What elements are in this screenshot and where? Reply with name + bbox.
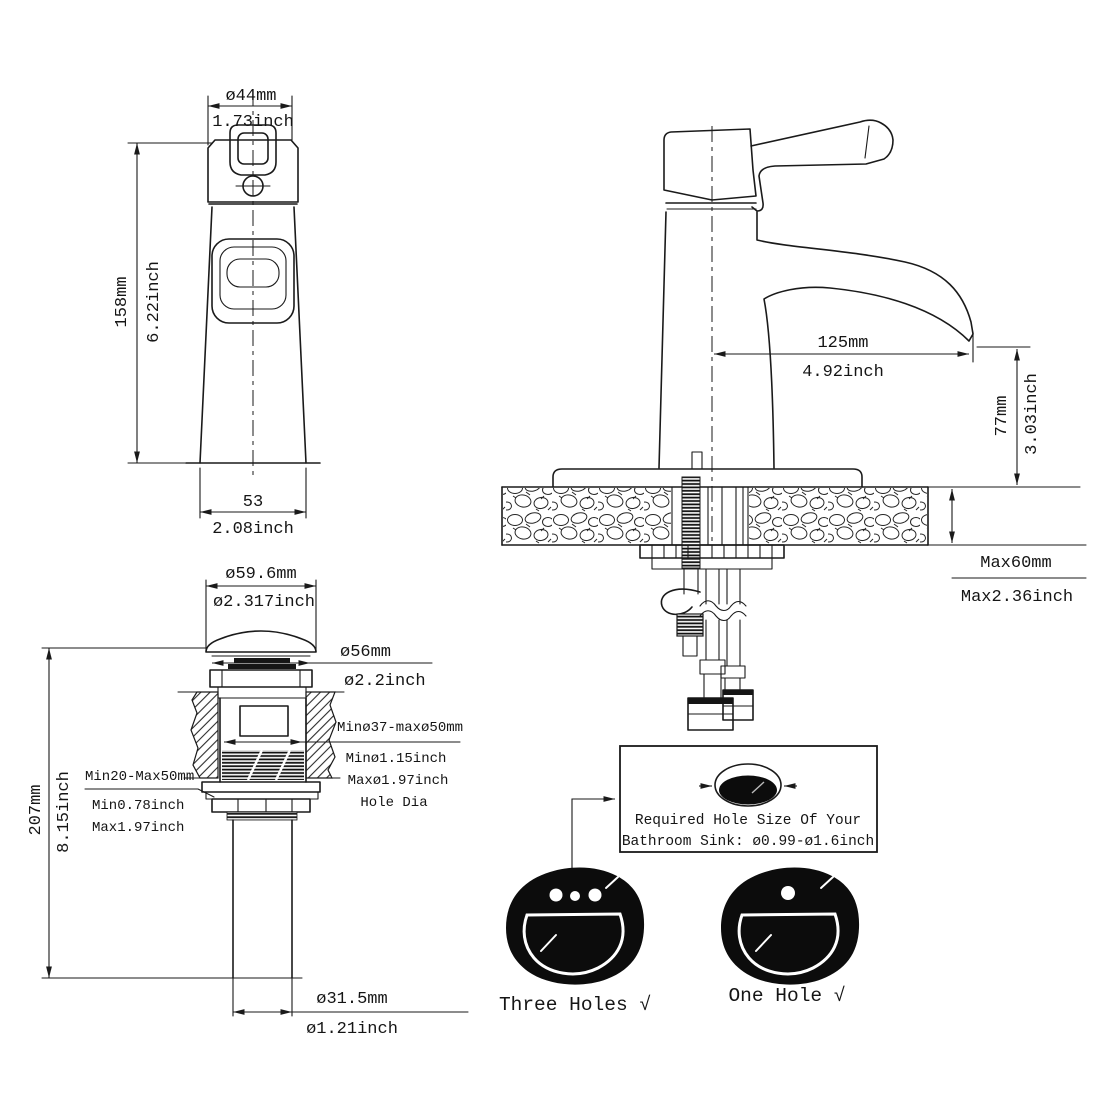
cap-dia-mm: ø59.6mm bbox=[225, 565, 297, 584]
deck-max-mm: Max60mm bbox=[980, 554, 1052, 573]
drain-cap-dome bbox=[206, 631, 316, 652]
hole-note-line2: Bathroom Sink: ø0.99-ø1.6inch bbox=[621, 834, 875, 850]
front-height-mm: 158mm bbox=[113, 276, 132, 328]
hole-dia-label: Hole Dia bbox=[360, 795, 428, 811]
three-holes-sink bbox=[499, 867, 651, 1016]
deck-max-inch: Max1.97inch bbox=[92, 820, 185, 836]
dim-cap-diameter bbox=[206, 565, 316, 652]
spout-height-inch: 3.03inch bbox=[1023, 373, 1042, 455]
one-hole-label: One Hole √ bbox=[728, 985, 846, 1007]
hose-break-mark bbox=[700, 601, 746, 611]
dim-deck-thickness bbox=[952, 489, 1086, 607]
drain-thread-stub bbox=[227, 812, 297, 820]
handle-lever-side bbox=[751, 120, 893, 211]
spout-reach-inch: 4.92inch bbox=[802, 363, 884, 382]
drain-overflow-window bbox=[240, 706, 288, 736]
deck-min-inch: Min0.78inch bbox=[92, 798, 185, 814]
faucet-hole-dot bbox=[550, 889, 563, 902]
hole-dia-max-inch: Maxø1.97inch bbox=[347, 773, 449, 789]
counter-aggregate-left bbox=[503, 488, 671, 544]
one-hole-sink bbox=[721, 867, 859, 1007]
base-plate bbox=[553, 469, 862, 487]
label-deck-range bbox=[85, 769, 214, 836]
front-view bbox=[113, 87, 320, 539]
mounting-bracket bbox=[640, 545, 784, 569]
side-body-left bbox=[659, 212, 666, 468]
tailpipe-dia-inch: ø1.21inch bbox=[306, 1020, 398, 1039]
lift-rod-stub bbox=[692, 452, 702, 469]
hole-dia-min-inch: Minø1.15inch bbox=[345, 751, 447, 767]
hole-requirement-info bbox=[499, 746, 877, 1016]
tailpipe-dia-mm: ø31.5mm bbox=[316, 990, 388, 1009]
drain-threads bbox=[222, 750, 304, 780]
rod-nut bbox=[677, 614, 703, 636]
dim-tailpipe-diameter bbox=[233, 978, 468, 1039]
rod-clip bbox=[661, 589, 700, 614]
cap-dia-inch: ø2.317inch bbox=[212, 593, 316, 612]
front-height-inch: 6.22inch bbox=[145, 261, 164, 343]
dim-front-height bbox=[113, 143, 212, 463]
dim-spout-reach bbox=[714, 332, 973, 382]
drain-washer-plate bbox=[202, 782, 320, 792]
hole-dia-range-mm: Minø37-maxø50mm bbox=[337, 720, 464, 736]
faucet-hole-dot bbox=[781, 886, 795, 900]
front-base-mm: 53 bbox=[242, 493, 264, 512]
drain-assembly-view bbox=[27, 565, 468, 1039]
spout-reach-mm: 125mm bbox=[817, 334, 869, 353]
three-holes-label: Three Holes √ bbox=[498, 994, 652, 1016]
flange-dia-inch: ø2.2inch bbox=[344, 672, 426, 691]
front-base-inch: 2.08inch bbox=[212, 520, 294, 539]
hose-break-mark bbox=[700, 611, 746, 621]
faucet-hole-dot bbox=[570, 891, 580, 901]
threaded-shank bbox=[682, 477, 700, 568]
deck-max-inch: Max2.36inch bbox=[960, 588, 1074, 607]
handle-tip-line bbox=[865, 126, 869, 158]
box-leader-line bbox=[572, 799, 615, 872]
hole-note-line1: Required Hole Size Of Your bbox=[634, 813, 862, 829]
dim-front-width bbox=[208, 87, 294, 145]
faucet-head-side bbox=[664, 129, 756, 200]
popup-rod-assembly bbox=[661, 569, 703, 656]
flange-dia-mm: ø56mm bbox=[340, 643, 392, 662]
body-left-edge bbox=[200, 207, 212, 463]
counter-aggregate-right bbox=[749, 488, 927, 544]
side-view bbox=[502, 120, 1086, 730]
dim-spout-height bbox=[977, 347, 1042, 485]
supply-pipes bbox=[708, 487, 743, 545]
deck-range-mm: Min20-Max50mm bbox=[85, 769, 195, 785]
rod-end bbox=[683, 636, 697, 656]
drain-seal-band bbox=[228, 664, 296, 669]
front-width-inch: 1.73inch bbox=[212, 113, 294, 132]
front-width-mm: ø44mm bbox=[225, 87, 277, 106]
body-right-edge bbox=[294, 207, 306, 463]
spout-height-mm: 77mm bbox=[993, 395, 1012, 437]
drain-flange bbox=[210, 670, 312, 687]
drain-height-mm: 207mm bbox=[27, 784, 46, 836]
drain-height-inch: 8.15inch bbox=[55, 771, 74, 853]
drain-locknut bbox=[212, 799, 310, 812]
faucet-hole-dot bbox=[589, 889, 602, 902]
dim-front-base bbox=[200, 468, 306, 539]
drain-seal-band bbox=[234, 658, 290, 663]
counter-cross-section bbox=[502, 487, 1086, 545]
